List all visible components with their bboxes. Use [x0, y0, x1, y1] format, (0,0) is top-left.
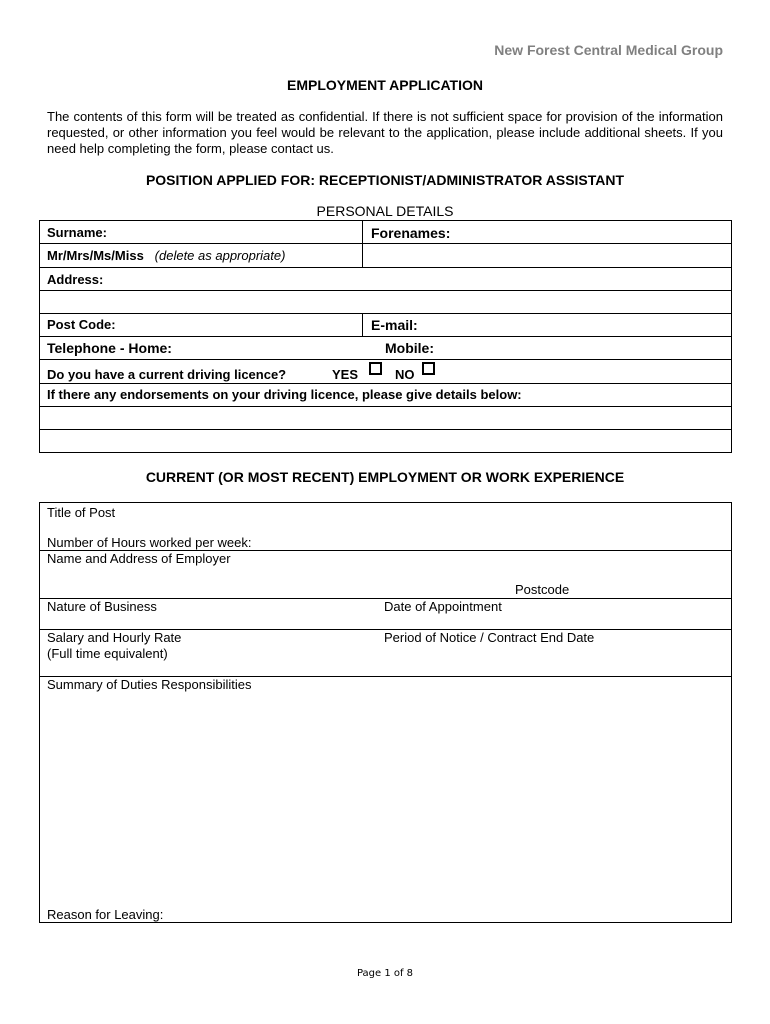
no-checkbox[interactable]: [422, 362, 435, 375]
row-divider: [40, 359, 731, 360]
title-label: [47, 248, 285, 263]
row-divider: [40, 336, 731, 337]
salary-label: Salary and Hourly Rate: [47, 630, 182, 645]
yes-label: YES: [332, 367, 359, 382]
row-divider: [40, 406, 731, 407]
driving-licence-question: Do you have a current driving licence?: [47, 367, 287, 382]
no-label: NO: [395, 367, 415, 382]
date-of-appointment-label: Date of Appointment: [384, 599, 502, 614]
notice-period-label: Period of Notice / Contract End Date: [384, 630, 595, 645]
position-applied-for: POSITION APPLIED FOR: RECEPTIONIST/ADMINISTRATOR ASSISTANT: [145, 172, 625, 188]
intro-paragraph: The contents of this form will be treated as confidential. If there is not sufficient space for provision of the information requested, or other information you feel would be relevant to the application, please include additional sheets. If you need help completing the form, please contact us.: [47, 109, 723, 156]
row-divider: [40, 313, 731, 314]
row-divider: [40, 243, 731, 244]
salary-note: (Full time equivalent): [47, 646, 168, 661]
employment-table: [39, 502, 732, 923]
nature-of-business-label: Nature of Business: [47, 599, 157, 614]
surname-label: Surname:: [47, 225, 107, 240]
row-divider: [40, 383, 731, 384]
page-number: Page 1 of 8: [356, 968, 414, 979]
organisation-name: New Forest Central Medical Group: [494, 42, 723, 58]
title-of-post-label: Title of Post: [47, 505, 116, 520]
row-divider: [40, 290, 731, 291]
title-note: (delete as appropriate): [154, 248, 286, 263]
column-divider: [362, 313, 363, 336]
duties-label: Summary of Duties Responsibilities: [47, 677, 252, 692]
personal-details-heading: PERSONAL DETAILS: [316, 203, 454, 219]
postcode-label: Post Code:: [47, 317, 116, 332]
form-title: EMPLOYMENT APPLICATION: [287, 77, 483, 93]
title-options: Mr/Mrs/Ms/Miss: [47, 248, 144, 263]
hours-label: Number of Hours worked per week:: [47, 535, 252, 550]
employer-label: Name and Address of Employer: [47, 551, 231, 566]
column-divider: [362, 221, 363, 267]
yes-checkbox[interactable]: [369, 362, 382, 375]
employer-postcode-label: Postcode: [515, 582, 570, 597]
reason-for-leaving-label: Reason for Leaving:: [47, 907, 164, 922]
telephone-home-label: Telephone - Home:: [47, 340, 172, 356]
row-divider: [40, 267, 731, 268]
forenames-label: Forenames:: [371, 225, 451, 241]
address-label: Address:: [47, 272, 104, 287]
email-label: E-mail:: [371, 317, 418, 333]
personal-details-table: [39, 220, 732, 453]
endorsements-label: If there any endorsements on your driving licence, please give details below:: [47, 387, 522, 402]
employment-heading: CURRENT (OR MOST RECENT) EMPLOYMENT OR WORK EXPERIENCE: [145, 469, 625, 485]
row-divider: [40, 429, 731, 430]
mobile-label: Mobile:: [385, 340, 434, 356]
